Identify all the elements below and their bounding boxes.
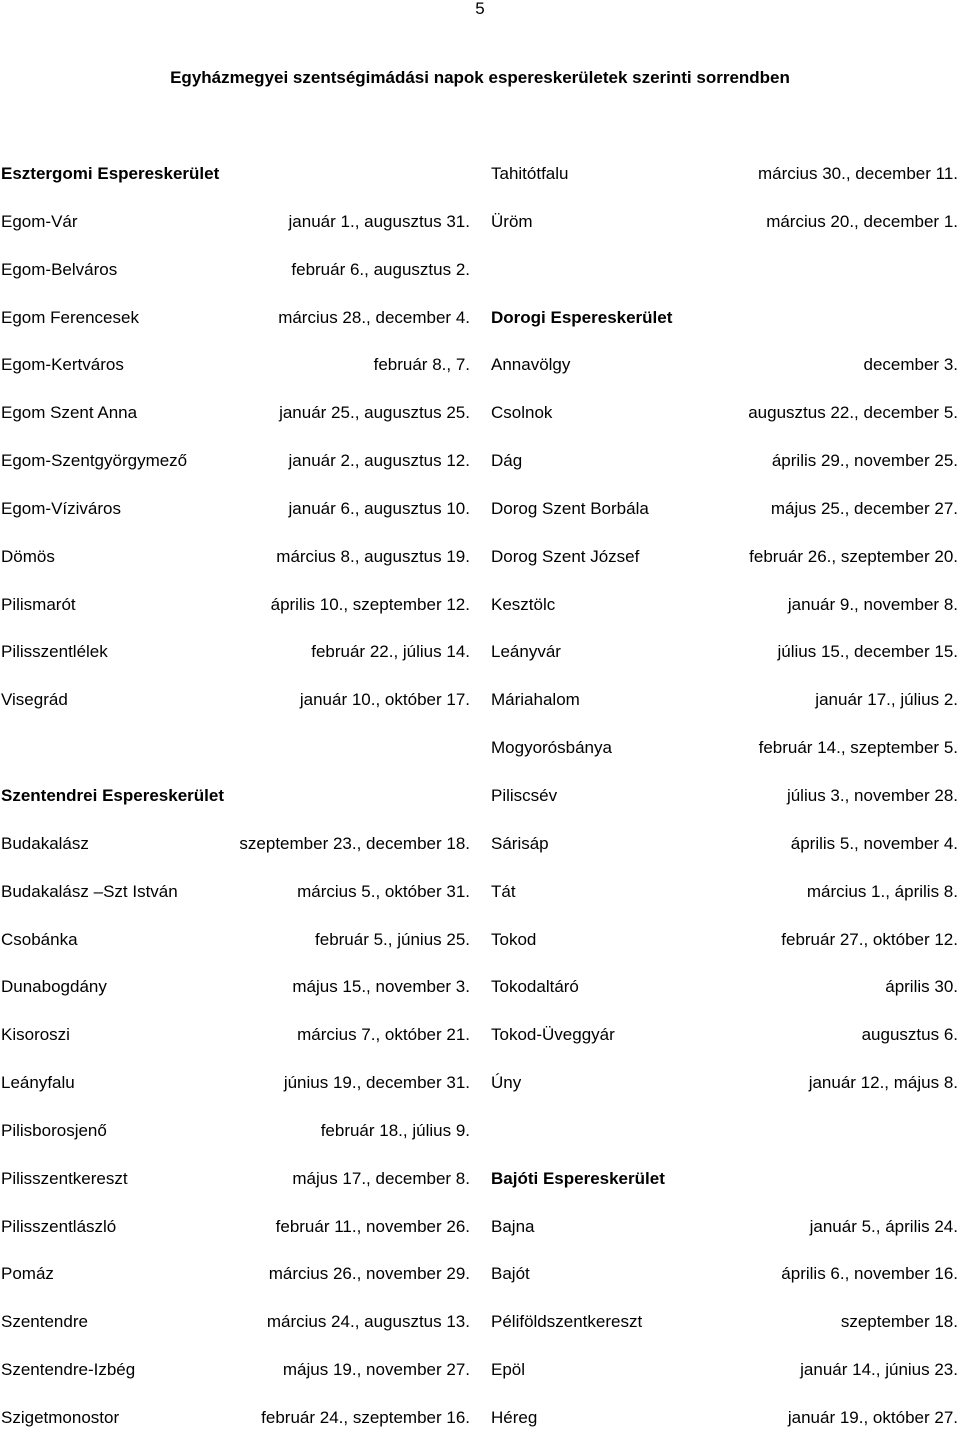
adoration-dates: szeptember 18. bbox=[840, 1312, 958, 1332]
parish-row bbox=[491, 1263, 958, 1284]
adoration-dates: szeptember 23., december 18. bbox=[239, 833, 470, 853]
parish-name: Héreg bbox=[491, 1407, 538, 1427]
parish-row bbox=[1, 1359, 470, 1380]
adoration-dates: január 25., augusztus 25. bbox=[279, 403, 470, 423]
adoration-dates: január 19., október 27. bbox=[787, 1407, 958, 1427]
adoration-dates: január 17., július 2. bbox=[815, 690, 958, 710]
adoration-dates: január 9., november 8. bbox=[787, 594, 958, 614]
parish-name: Csobánka bbox=[1, 929, 78, 949]
parish-name: Tokod bbox=[491, 929, 537, 949]
parish-name: Egom-Vár bbox=[1, 211, 78, 231]
deanery-heading: Dorogi Espereskerület bbox=[491, 307, 673, 327]
spacer bbox=[1, 737, 470, 758]
adoration-dates: március 30., december 11. bbox=[758, 164, 958, 183]
adoration-dates: január 1., augusztus 31. bbox=[288, 211, 470, 231]
adoration-dates: július 3., november 28. bbox=[786, 785, 958, 805]
parish-name: Dunabogdány bbox=[1, 977, 107, 997]
adoration-dates: február 26., szeptember 20. bbox=[749, 546, 958, 566]
parish-name: Pilisborosjenő bbox=[1, 1120, 107, 1140]
parish-row bbox=[491, 1072, 958, 1093]
page-number: 5 bbox=[475, 0, 485, 18]
adoration-dates: augusztus 6. bbox=[861, 1025, 958, 1045]
parish-name: Péliföldszentkereszt bbox=[491, 1312, 643, 1332]
adoration-dates: augusztus 22., december 5. bbox=[748, 403, 958, 423]
parish-name: Egom-Kertváros bbox=[1, 355, 124, 375]
deanery-heading: Esztergomi Espereskerület bbox=[1, 164, 220, 183]
adoration-dates: február 24., szeptember 16. bbox=[261, 1407, 470, 1427]
adoration-dates: január 10., október 17. bbox=[299, 690, 470, 710]
adoration-dates: január 6., augusztus 10. bbox=[288, 498, 470, 518]
parish-row bbox=[1, 498, 470, 519]
parish-row bbox=[1, 1024, 470, 1045]
parish-name: Úny bbox=[491, 1073, 522, 1093]
parish-row bbox=[491, 1024, 958, 1045]
parish-row bbox=[1, 259, 470, 280]
parish-row bbox=[491, 1216, 958, 1237]
adoration-dates: február 8., 7. bbox=[373, 355, 470, 375]
parish-name: Tát bbox=[491, 881, 516, 901]
parish-row bbox=[1, 594, 470, 615]
parish-name: Annavölgy bbox=[491, 355, 571, 375]
parish-name: Egom-Víziváros bbox=[1, 498, 121, 518]
parish-row bbox=[491, 881, 958, 902]
adoration-dates: február 18., július 9. bbox=[320, 1120, 470, 1140]
parish-name: Dömös bbox=[1, 546, 55, 566]
parish-name: Tahitótfalu bbox=[491, 164, 569, 183]
spacer bbox=[491, 259, 958, 280]
adoration-dates: április 10., szeptember 12. bbox=[270, 594, 470, 614]
adoration-dates: április 5., november 4. bbox=[790, 833, 958, 853]
parish-row bbox=[491, 498, 958, 519]
adoration-dates: február 14., szeptember 5. bbox=[758, 738, 958, 758]
adoration-dates: március 28., december 4. bbox=[278, 307, 470, 327]
parish-name: Visegrád bbox=[1, 690, 68, 710]
adoration-dates: február 6., augusztus 2. bbox=[291, 259, 470, 279]
parish-row bbox=[1, 546, 470, 567]
adoration-dates: március 7., október 21. bbox=[297, 1025, 470, 1045]
parish-row bbox=[1, 1311, 470, 1332]
adoration-dates: január 5., április 24. bbox=[809, 1216, 958, 1236]
parish-name: Sárisáp bbox=[491, 833, 549, 853]
adoration-dates: február 22., július 14. bbox=[311, 642, 470, 662]
adoration-dates: április 30. bbox=[885, 977, 958, 997]
parish-row bbox=[491, 163, 958, 184]
adoration-dates: december 3. bbox=[863, 355, 958, 375]
adoration-dates: március 24., augusztus 13. bbox=[266, 1312, 470, 1332]
parish-name: Szentendre bbox=[1, 1312, 88, 1332]
adoration-dates: február 27., október 12. bbox=[781, 929, 958, 949]
adoration-dates: május 17., december 8. bbox=[292, 1168, 470, 1188]
parish-name: Bajót bbox=[491, 1264, 530, 1284]
adoration-dates: február 11., november 26. bbox=[275, 1216, 470, 1236]
adoration-dates: március 1., április 8. bbox=[806, 881, 958, 901]
adoration-dates: március 5., október 31. bbox=[297, 881, 470, 901]
adoration-dates: június 19., december 31. bbox=[283, 1073, 470, 1093]
parish-row bbox=[1, 833, 470, 854]
parish-row bbox=[491, 1407, 958, 1428]
adoration-dates: január 14., június 23. bbox=[800, 1360, 958, 1380]
parish-name: Pilisszentkereszt bbox=[1, 1168, 128, 1188]
parish-row bbox=[1, 1263, 470, 1284]
right-column bbox=[491, 163, 958, 1428]
parish-name: Egom Ferencesek bbox=[1, 307, 139, 327]
parish-name: Pilisszentlászló bbox=[1, 1216, 117, 1236]
parish-row bbox=[491, 785, 958, 806]
parish-row bbox=[1, 402, 470, 423]
parish-row bbox=[1, 1407, 470, 1428]
adoration-dates: május 19., november 27. bbox=[282, 1360, 470, 1380]
parish-row bbox=[491, 737, 958, 758]
parish-row bbox=[491, 1311, 958, 1332]
parish-row bbox=[491, 929, 958, 950]
adoration-dates: január 12., május 8. bbox=[808, 1073, 958, 1093]
parish-name: Pomáz bbox=[1, 1264, 54, 1284]
adoration-dates: február 5., június 25. bbox=[315, 929, 470, 949]
parish-row bbox=[1, 1120, 470, 1141]
parish-name: Budakalász –Szt István bbox=[1, 881, 178, 901]
parish-name: Kisoroszi bbox=[1, 1025, 70, 1045]
adoration-dates: március 26., november 29. bbox=[268, 1264, 470, 1284]
parish-row bbox=[491, 402, 958, 423]
parish-row bbox=[491, 1359, 958, 1380]
parish-name: Dág bbox=[491, 451, 523, 471]
deanery-heading: Szentendrei Espereskerület bbox=[1, 785, 224, 805]
spacer bbox=[491, 1120, 958, 1141]
parish-name: Kesztölc bbox=[491, 594, 556, 614]
left-column bbox=[1, 163, 470, 1428]
adoration-dates: május 15., november 3. bbox=[292, 977, 470, 997]
parish-name: Üröm bbox=[491, 211, 533, 231]
parish-name: Leányfalu bbox=[1, 1073, 75, 1093]
parish-row bbox=[1, 354, 470, 375]
adoration-dates: március 8., augusztus 19. bbox=[276, 546, 470, 566]
parish-name: Tokod-Üveggyár bbox=[491, 1025, 615, 1045]
parish-name: Csolnok bbox=[491, 403, 553, 423]
parish-row bbox=[1, 211, 470, 232]
adoration-dates: július 15., december 15. bbox=[777, 642, 958, 662]
parish-name: Epöl bbox=[491, 1360, 526, 1380]
parish-row bbox=[491, 354, 958, 375]
parish-row bbox=[1, 929, 470, 950]
parish-name: Dorog Szent József bbox=[491, 546, 640, 566]
parish-row bbox=[1, 1072, 470, 1093]
page-title: Egyházmegyei szentségimádási napok espereskerületek szerinti sorrendben bbox=[170, 68, 790, 87]
parish-row bbox=[491, 641, 958, 662]
parish-row bbox=[491, 594, 958, 615]
parish-name: Egom-Belváros bbox=[1, 259, 118, 279]
parish-name: Egom Szent Anna bbox=[1, 403, 138, 423]
parish-row bbox=[491, 211, 958, 232]
parish-name: Pilisszentlélek bbox=[1, 642, 108, 662]
parish-name: Máriahalom bbox=[491, 690, 580, 710]
parish-row bbox=[1, 450, 470, 471]
parish-name: Leányvár bbox=[491, 642, 561, 662]
parish-name: Piliscsév bbox=[491, 785, 558, 805]
parish-row bbox=[1, 307, 470, 328]
adoration-dates: március 20., december 1. bbox=[766, 211, 958, 231]
adoration-dates: május 25., december 27. bbox=[770, 498, 958, 518]
parish-name: Dorog Szent Borbála bbox=[491, 498, 649, 518]
parish-name: Tokodaltáró bbox=[491, 977, 579, 997]
parish-name: Egom-Szentgyörgymező bbox=[1, 451, 188, 471]
parish-row bbox=[1, 976, 470, 997]
parish-row bbox=[1, 881, 470, 902]
parish-row bbox=[491, 689, 958, 710]
parish-row bbox=[1, 641, 470, 662]
parish-name: Szentendre-Izbég bbox=[1, 1360, 136, 1380]
parish-name: Mogyorósbánya bbox=[491, 738, 612, 758]
parish-row bbox=[491, 976, 958, 997]
parish-row bbox=[491, 833, 958, 854]
parish-name: Budakalász bbox=[1, 833, 89, 853]
parish-row bbox=[491, 546, 958, 567]
adoration-dates: április 29., november 25. bbox=[771, 451, 958, 471]
parish-name: Bajna bbox=[491, 1216, 535, 1236]
adoration-dates: április 6., november 16. bbox=[781, 1264, 958, 1284]
parish-name: Pilismarót bbox=[1, 594, 76, 614]
parish-row bbox=[491, 450, 958, 471]
deanery-heading: Bajóti Espereskerület bbox=[491, 1168, 665, 1188]
parish-row bbox=[1, 1168, 470, 1189]
parish-row bbox=[1, 1216, 470, 1237]
parish-row bbox=[1, 689, 470, 710]
parish-name: Szigetmonostor bbox=[1, 1407, 120, 1427]
adoration-dates: január 2., augusztus 12. bbox=[288, 451, 470, 471]
